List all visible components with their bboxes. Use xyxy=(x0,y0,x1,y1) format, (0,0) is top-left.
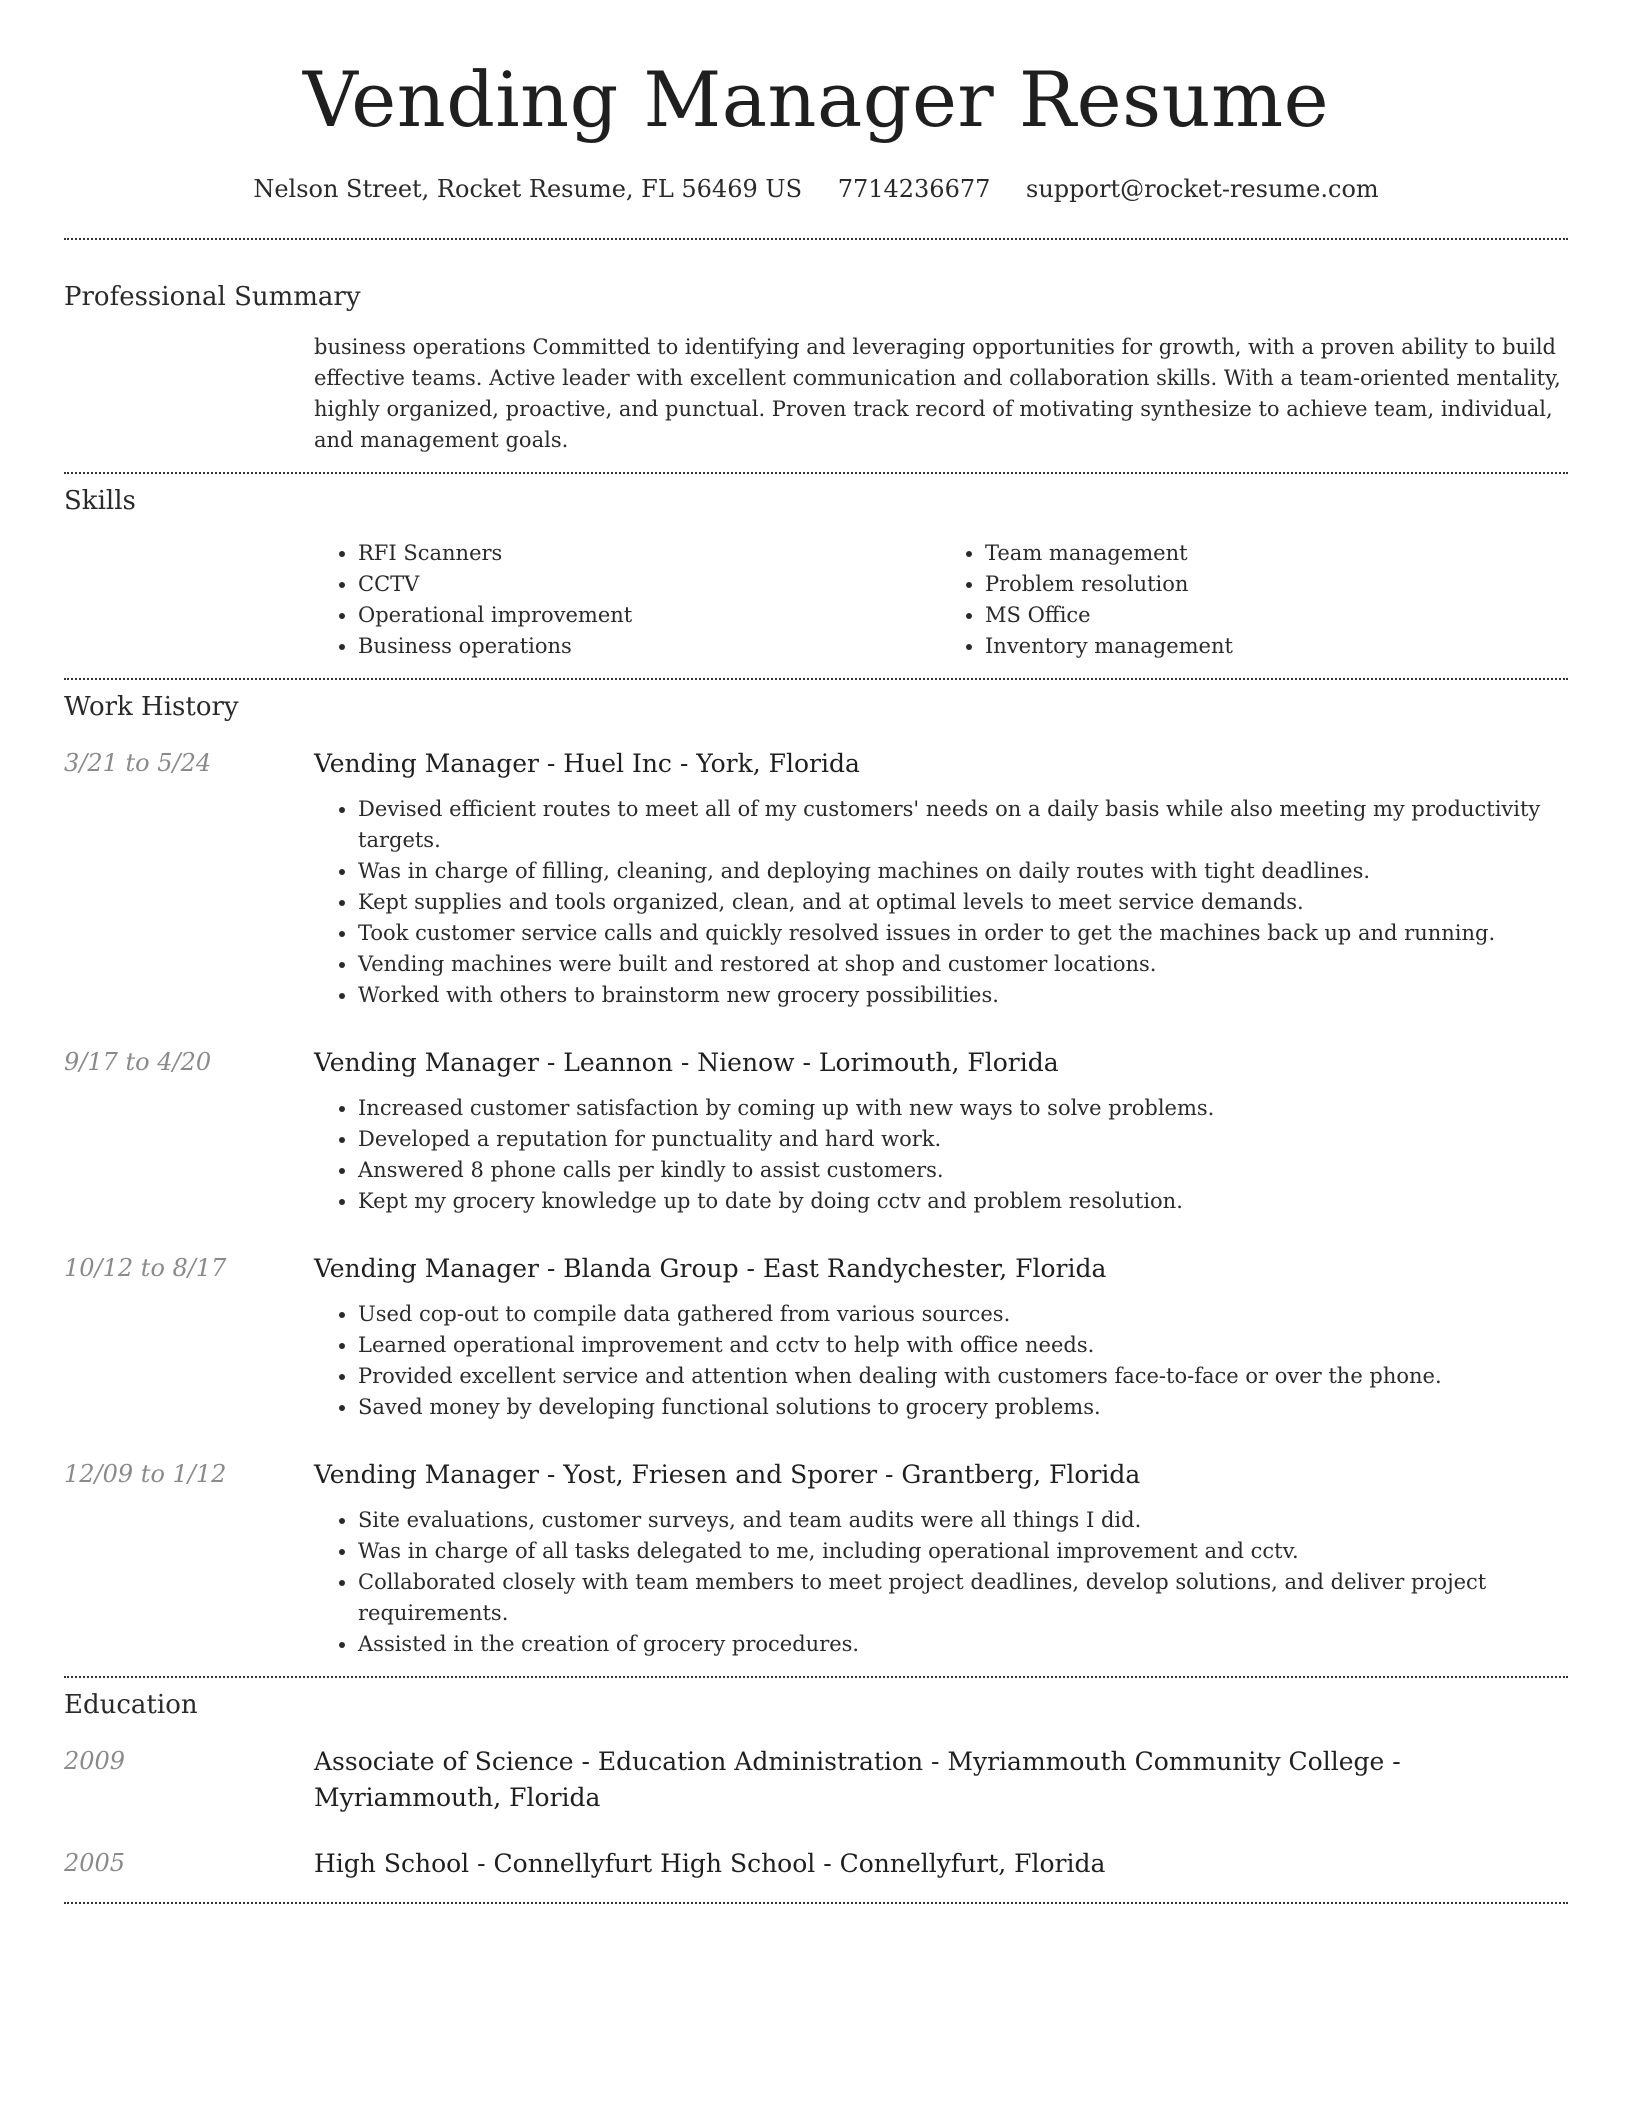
divider xyxy=(64,1902,1568,1904)
job-dates: 9/17 to 4/20 xyxy=(64,1048,212,1076)
education-body xyxy=(314,1744,1568,1816)
job-body xyxy=(314,1251,1568,1423)
job-heading: Vending Manager - Yost, Friesen and Sporer - Grantberg, Florida xyxy=(314,1460,1141,1489)
job-body xyxy=(314,746,1568,1011)
job-bullet: • Vending machines were built and restored at shop and customer locations. xyxy=(358,949,1568,980)
job-bullet: • Was in charge of filling, cleaning, and deploying machines on daily routes with tight deadlines. xyxy=(358,856,1568,887)
job-entry xyxy=(64,1045,1568,1217)
resume-page xyxy=(64,0,1568,1904)
job-bullet: • Devised efficient routes to meet all of my customers' needs on a daily basis while also meeting my productivity targets. xyxy=(358,794,1568,856)
divider xyxy=(64,678,1568,680)
education-heading-text: Associate of Science - Education Administration - Myriammouth Community College - Myriammouth, Florida xyxy=(314,1747,1401,1812)
job-bullet: • Saved money by developing functional solutions to grocery problems. xyxy=(358,1392,1568,1423)
skill-item: • RFI Scanners xyxy=(358,538,941,569)
divider xyxy=(64,472,1568,474)
summary-heading: Professional Summary xyxy=(64,282,361,312)
summary-section xyxy=(64,280,1568,456)
skill-item: • MS Office xyxy=(985,600,1568,631)
job-bullet: • Answered 8 phone calls per kindly to assist customers. xyxy=(358,1155,1568,1186)
skill-item: • CCTV xyxy=(358,569,941,600)
job-body xyxy=(314,1045,1568,1217)
job-bullet: • Learned operational improvement and cctv to help with office needs. xyxy=(358,1330,1568,1361)
skills-grid xyxy=(314,538,1568,662)
job-heading: Vending Manager - Blanda Group - East Randychester, Florida xyxy=(314,1254,1107,1283)
education-year: 2005 xyxy=(64,1849,126,1877)
education-entry xyxy=(64,1744,1568,1816)
job-bullet: • Took customer service calls and quickly resolved issues in order to get the machines back up and running. xyxy=(358,918,1568,949)
job-bullet: • Site evaluations, customer surveys, and team audits were all things I did. xyxy=(358,1505,1568,1536)
education-body xyxy=(314,1846,1568,1882)
education-heading-text: High School - Connellyfurt High School - Connellyfurt, Florida xyxy=(314,1849,1106,1878)
job-bullet: • Used cop-out to compile data gathered from various sources. xyxy=(358,1299,1568,1330)
resume-title: Vending Manager Resume xyxy=(302,55,1330,144)
job-entry xyxy=(64,1251,1568,1423)
skill-item: • Problem resolution xyxy=(985,569,1568,600)
job-bullet: • Kept my grocery knowledge up to date by doing cctv and problem resolution. xyxy=(358,1186,1568,1217)
job-heading: Vending Manager - Leannon - Nienow - Lorimouth, Florida xyxy=(314,1048,1059,1077)
skill-item: • Team management xyxy=(985,538,1568,569)
contact-phone: 7714236677 xyxy=(837,175,991,203)
divider xyxy=(64,1676,1568,1678)
job-entry xyxy=(64,1457,1568,1660)
skill-item: • Business operations xyxy=(358,631,941,662)
job-bullets xyxy=(314,1299,1568,1423)
job-bullets xyxy=(314,1093,1568,1217)
job-bullet: • Kept supplies and tools organized, clean, and at optimal levels to meet service demands. xyxy=(358,887,1568,918)
skills-heading: Skills xyxy=(64,486,136,516)
job-bullet: • Collaborated closely with team members to meet project deadlines, develop solutions, and deliver project requirements. xyxy=(358,1567,1568,1629)
job-bullet: • Increased customer satisfaction by coming up with new ways to solve problems. xyxy=(358,1093,1568,1124)
job-bullets xyxy=(314,1505,1568,1660)
contact-email: support@rocket-resume.com xyxy=(1026,175,1379,203)
job-bullets xyxy=(314,794,1568,1011)
job-dates: 10/12 to 8/17 xyxy=(64,1254,227,1282)
skill-item: • Operational improvement xyxy=(358,600,941,631)
job-body xyxy=(314,1457,1568,1660)
skills-list-right xyxy=(941,538,1568,662)
skills-list-left xyxy=(314,538,941,662)
job-entry xyxy=(64,746,1568,1011)
education-year: 2009 xyxy=(64,1747,126,1775)
contact-address: Nelson Street, Rocket Resume, FL 56469 US xyxy=(253,175,803,203)
skill-item: • Inventory management xyxy=(985,631,1568,662)
work-heading: Work History xyxy=(64,692,239,722)
summary-text: business operations Committed to identifying and leveraging opportunities for growth, with a proven ability to build effective teams. Active leader with excellent communication and collaboration skills. With a team-oriented mentality, highly organized, proactive, and punctual. Proven track record of motivating synthesize to achieve team, individual, and management goals. xyxy=(314,335,1561,452)
job-bullet: • Was in charge of all tasks delegated to me, including operational improvement and cctv. xyxy=(358,1536,1568,1567)
contact-line xyxy=(64,172,1568,206)
job-bullet: • Developed a reputation for punctuality and hard work. xyxy=(358,1124,1568,1155)
divider xyxy=(64,238,1568,240)
skills-section xyxy=(64,484,1568,662)
job-dates: 12/09 to 1/12 xyxy=(64,1460,227,1488)
work-section xyxy=(64,690,1568,1660)
education-entry xyxy=(64,1846,1568,1882)
job-heading: Vending Manager - Huel Inc - York, Florida xyxy=(314,749,860,778)
job-bullet: • Assisted in the creation of grocery procedures. xyxy=(358,1629,1568,1660)
job-dates: 3/21 to 5/24 xyxy=(64,749,212,777)
education-section xyxy=(64,1688,1568,1882)
job-bullet: • Worked with others to brainstorm new grocery possibilities. xyxy=(358,980,1568,1011)
education-heading: Education xyxy=(64,1690,198,1720)
job-bullet: • Provided excellent service and attention when dealing with customers face-to-face or over the phone. xyxy=(358,1361,1568,1392)
